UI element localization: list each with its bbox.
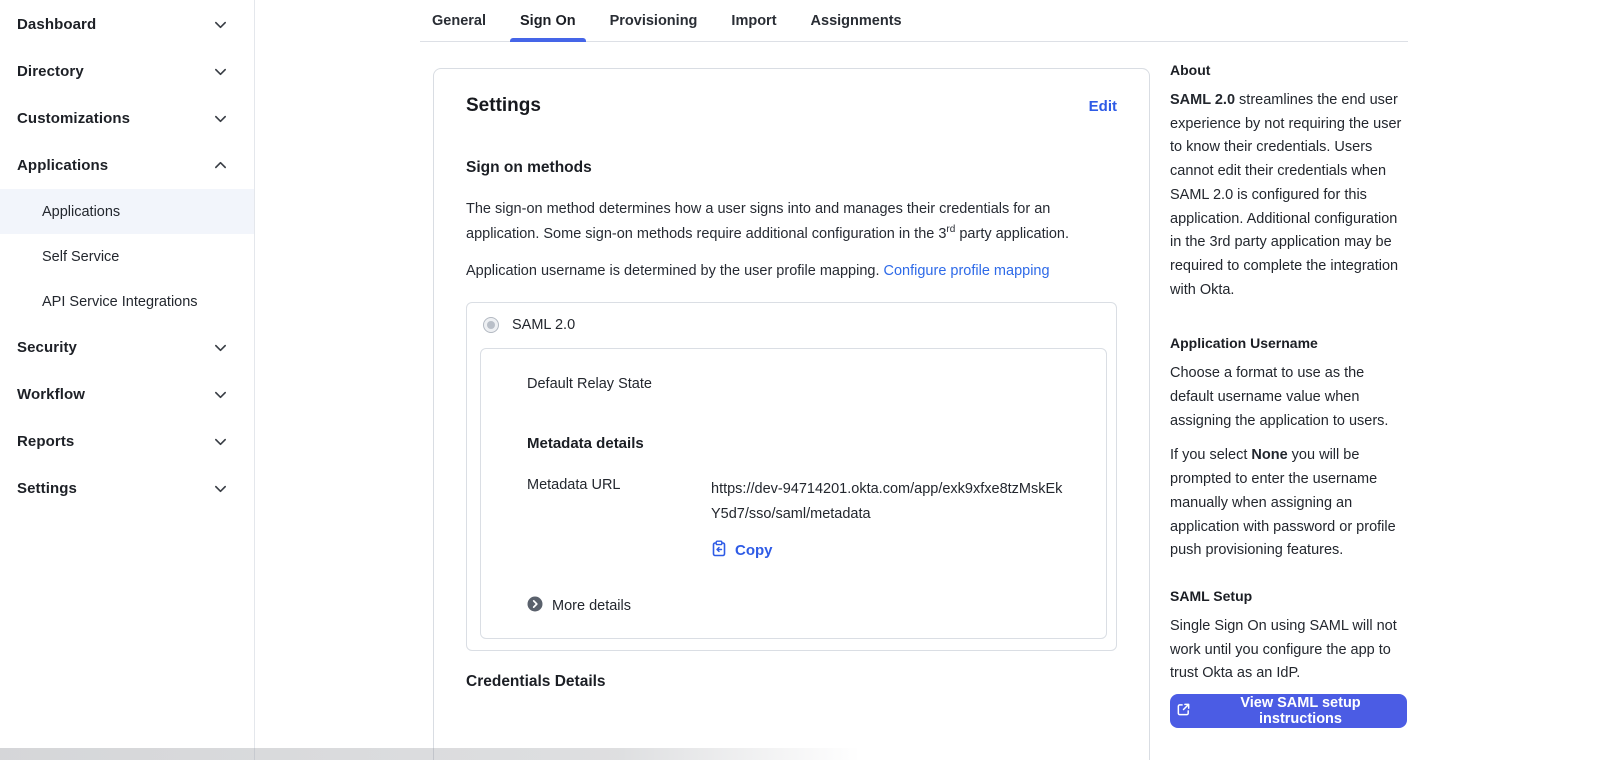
metadata-url-value: https://dev-94714201.okta.com/app/exk9xfxe8tzMskEkY5d7/sso/saml/metadata: [711, 481, 1063, 522]
saml-setup-title: SAML Setup: [1170, 587, 1253, 604]
sidebar-item-reports[interactable]: [0, 418, 254, 465]
tab-provisioning[interactable]: Provisioning: [609, 12, 698, 29]
copy-label: Copy: [735, 542, 773, 559]
sidebar-item-settings[interactable]: [0, 465, 254, 512]
application-username-para2: [1170, 444, 1407, 563]
chevron-down-icon: [212, 481, 228, 497]
sidebar-item-label: Reports: [17, 433, 75, 450]
sidebar-subitem-api-service-integrations[interactable]: [0, 279, 254, 324]
application-username-note: [466, 259, 1106, 284]
tab-sign-on[interactable]: Sign On: [520, 0, 576, 42]
sidebar: [0, 0, 255, 760]
more-details-label: More details: [552, 598, 631, 614]
saml-radio-button[interactable]: [483, 317, 499, 333]
chevron-up-icon: [212, 158, 228, 174]
saml-radio-row[interactable]: [467, 303, 1116, 346]
saml-method-box: [466, 302, 1117, 651]
sign-on-methods-title: Sign on methods: [466, 159, 592, 176]
sidebar-subitem-self-service[interactable]: [0, 234, 254, 279]
about-title: About: [1170, 62, 1211, 78]
sidebar-item-label: Customizations: [17, 110, 131, 127]
tab-assignments[interactable]: Assignments: [810, 12, 902, 29]
sidebar-subitem-applications[interactable]: [0, 189, 254, 234]
sidebar-item-label: Applications: [17, 157, 109, 174]
about-text: [1170, 89, 1407, 302]
default-relay-state-label: Default Relay State: [527, 376, 652, 392]
sidebar-item-label: API Service Integrations: [42, 293, 198, 310]
sidebar-item-label: Security: [17, 339, 77, 356]
tab-import[interactable]: Import: [731, 12, 777, 29]
more-details-toggle[interactable]: [527, 596, 1082, 616]
sidebar-item-label: Dashboard: [17, 16, 97, 33]
saml-radio-label: SAML 2.0: [512, 317, 576, 333]
sign-on-methods-description: [466, 197, 1106, 247]
settings-card-header: [466, 95, 1117, 117]
settings-title: Settings: [466, 95, 541, 116]
description-text: party application.: [955, 226, 1069, 242]
sidebar-item-label: Directory: [17, 63, 84, 80]
copy-metadata-url-button[interactable]: [711, 540, 773, 561]
sidebar-item-label: Self Service: [42, 248, 120, 265]
note-text: Application username is determined by the user profile mapping.: [466, 263, 884, 279]
metadata-url-label: Metadata URL: [527, 477, 621, 493]
description-text: The sign-on method determines how a user signs into and manages their credentials for an application. Some sign-on methods require additional configuration in the 3: [466, 201, 1051, 242]
application-username-para1: Choose a format to use as the default username value when assigning the application to users.: [1170, 365, 1389, 429]
sidebar-item-directory[interactable]: [0, 48, 254, 95]
sidebar-item-applications[interactable]: [0, 142, 254, 189]
clipboard-icon: [711, 540, 727, 561]
help-panel: [1170, 62, 1407, 728]
about-rest: streamlines the end user experience by not requiring the user to know their credentials. Users cannot edit their credentials when SAML 2.0 is configured for this application. Additional configuration in the 3rd party application may be required to complete the integration with Okta.: [1170, 92, 1402, 298]
credentials-details-title: Credentials Details: [466, 673, 606, 690]
about-bold: SAML 2.0: [1170, 92, 1236, 108]
chevron-down-icon: [212, 17, 228, 33]
metadata-url-row: [527, 477, 1082, 527]
chevron-down-icon: [212, 111, 228, 127]
view-saml-setup-instructions-button[interactable]: [1170, 694, 1407, 728]
para2-bold: None: [1251, 447, 1288, 464]
settings-card: [433, 68, 1150, 760]
sidebar-item-dashboard[interactable]: [0, 1, 254, 48]
para2-after: you will be prompted to enter the username manually when assigning an application with password or profile push provisioning features.: [1170, 447, 1396, 559]
sidebar-item-label: Applications: [42, 203, 121, 220]
sidebar-item-label: Settings: [17, 480, 77, 497]
button-label: View SAML setup instructions: [1240, 695, 1361, 728]
para2-before: If you select: [1170, 447, 1252, 464]
ordinal-superscript: rd: [946, 224, 956, 236]
sidebar-item-label: Workflow: [17, 386, 86, 403]
saml-details-panel: [480, 348, 1107, 639]
configure-profile-mapping-link[interactable]: Configure profile mapping: [883, 263, 1050, 279]
external-link-icon: [1176, 702, 1191, 721]
tab-general[interactable]: General: [432, 12, 486, 29]
application-username-title: Application Username: [1170, 335, 1318, 352]
saml-setup-text: Single Sign On using SAML will not work until you configure the app to trust Okta as an IdP.: [1170, 617, 1397, 682]
app-tab-bar: [420, 0, 1408, 42]
chevron-right-circle-icon: [527, 596, 543, 616]
sidebar-item-security[interactable]: [0, 324, 254, 371]
sidebar-item-customizations[interactable]: [0, 95, 254, 142]
chevron-down-icon: [212, 64, 228, 80]
sidebar-item-workflow[interactable]: [0, 371, 254, 418]
copy-row: [711, 540, 1082, 562]
chevron-down-icon: [212, 387, 228, 403]
chevron-down-icon: [212, 340, 228, 356]
chevron-down-icon: [212, 434, 228, 450]
metadata-details-title: Metadata details: [527, 435, 644, 452]
edit-button[interactable]: Edit: [1088, 97, 1117, 115]
